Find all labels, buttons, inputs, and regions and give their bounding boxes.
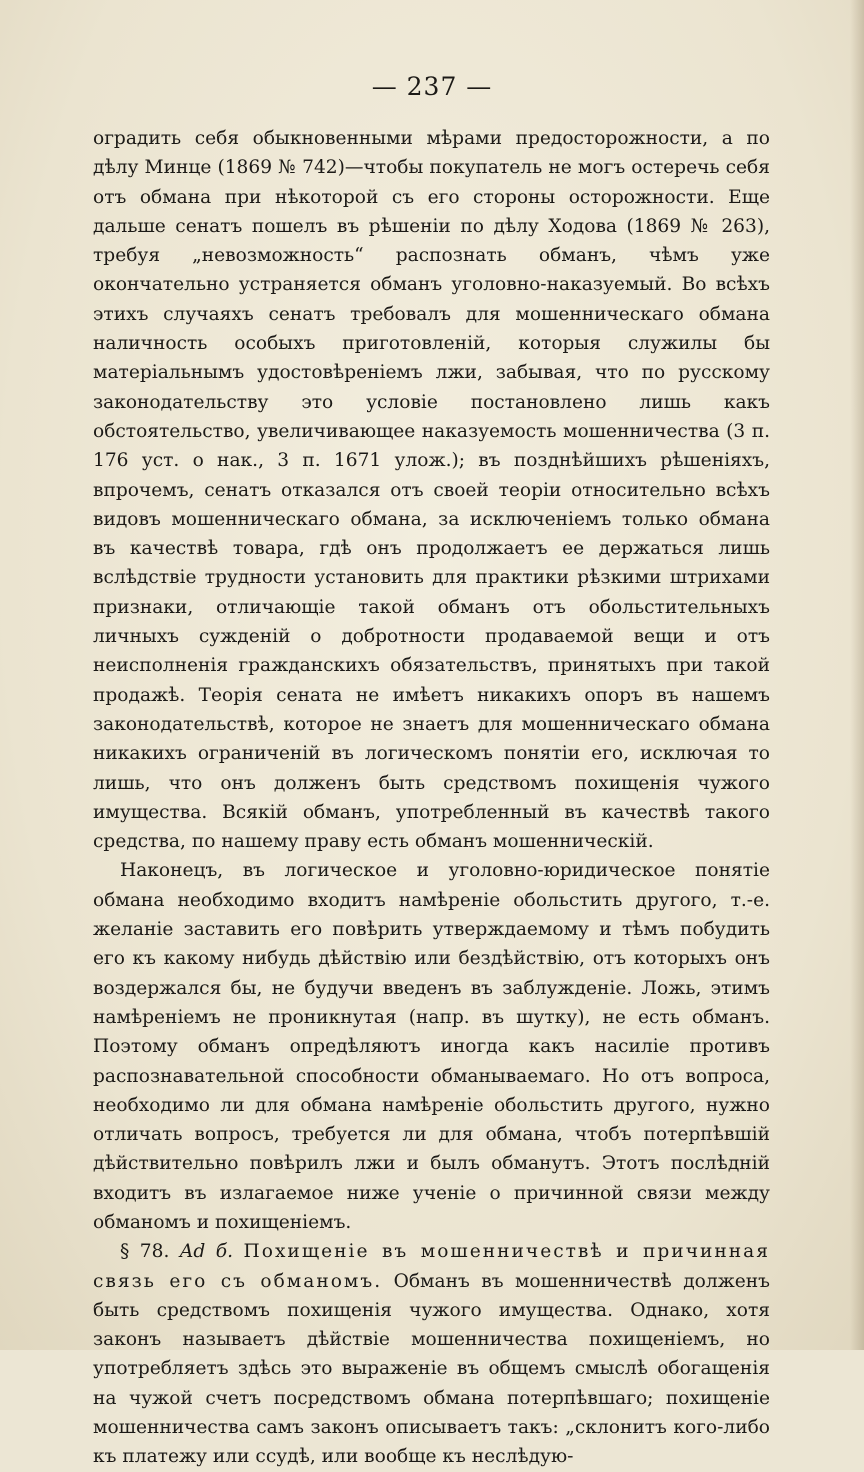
section-ad: Ad б. <box>179 1241 234 1263</box>
section-78 <box>93 1237 770 1471</box>
section-number: § 78. <box>120 1241 170 1263</box>
page-edge-shadow <box>850 0 864 1350</box>
paragraph-continued: оградить себя обыкновенными мѣрами предосторожности, а по дѣлу Минце (1869 № 742)—чтобы покупатель не могъ остеречь себя отъ обмана при нѣкоторой съ его стороны осторожности. Еще дальше сенатъ пошелъ въ рѣшеніи по дѣлу Ходова (1869 № 263), требуя „невозможность“ распознать обманъ, чѣмъ уже окончательно устраняется обманъ уголовно-наказуемый. Во всѣхъ этихъ случаяхъ сенатъ требовалъ для мошенническаго обмана наличность особыхъ приготовленій, которыя служилы бы матеріальнымъ удостовѣреніемъ лжи, забывая, что по русскому законодательству это условіе постановлено лишь какъ обстоятельство, увеличивающее наказуемость мошенничества (3 п. 176 уст. о нак., 3 п. 1671 улож.); въ позднѣйшихъ рѣшеніяхъ, впрочемъ, сенатъ отказался отъ своей теоріи относительно всѣхъ видовъ мошенническаго обмана, за исключеніемъ только обмана въ качествѣ товара, гдѣ онъ продолжаетъ ее держаться лишь вслѣдствіе трудности установить для практики рѣзкими штрихами признаки, отличающіе такой обманъ отъ обольстительныхъ личныхъ сужденій о добротности продаваемой вещи и отъ неисполненія гражданскихъ обязательствъ, принятыхъ при такой продажѣ. Теорія сената не имѣетъ никакихъ опоръ въ нашемъ законодательствѣ, которое не знаетъ для мошенническаго обмана никакихъ ограниченій въ логическомъ понятіи его, исключая то лишь, что онъ долженъ быть средствомъ похищенія чужого имущества. Всякій обманъ, употребленный въ качествѣ такого средства, по нашему праву есть обманъ мошенническій. <box>93 128 770 853</box>
body-text <box>93 124 770 1472</box>
page-number: — 237 — <box>371 72 493 101</box>
paragraph-intent: Наконецъ, въ логическое и уголовно-юридическое понятіе обмана необходимо входитъ намѣреніе обольстить другого, т.-е. желаніе заставить его повѣрить утверждаемому и тѣмъ побудить его къ какому нибудь дѣйствію или бездѣйствію, отъ которыхъ онъ воздержался бы, не будучи введенъ въ заблужденіе. Ложь, этимъ намѣреніемъ не проникнутая (напр. въ шутку), не есть обманъ. Поэтому обманъ опредѣляютъ иногда какъ насиліе противъ распознавательной способности обманываемаго. Но отъ вопроса, необходимо ли для обмана намѣреніе обольстить другого, нужно отличать вопросъ, требуется ли для обмана, чтобъ потерпѣвшій дѣйствительно повѣрилъ лжи и былъ обманутъ. Этотъ послѣдній входитъ въ излагаемое ниже ученіе о причинной связи между обманомъ и похищеніемъ. <box>93 860 770 1233</box>
section-heading: Похищеніе въ мошенничествѣ и причинная связь его съ обманомъ. <box>93 1241 770 1292</box>
section-body: Обманъ въ мошенничествѣ долженъ быть средствомъ похищенія чужого имущества. Однако, хотя законъ называетъ дѣйствіе мошенничества похищеніемъ, но употребляетъ здѣсь это выраженіе въ общемъ смыслѣ обогащенія на чужой счетъ посредствомъ обмана потерпѣвшаго; похищеніе мошенничества самъ законъ описываетъ такъ: „склонитъ кого-либо къ платежу или ссудѣ, или вообще къ неслѣдую- <box>93 1270 770 1468</box>
